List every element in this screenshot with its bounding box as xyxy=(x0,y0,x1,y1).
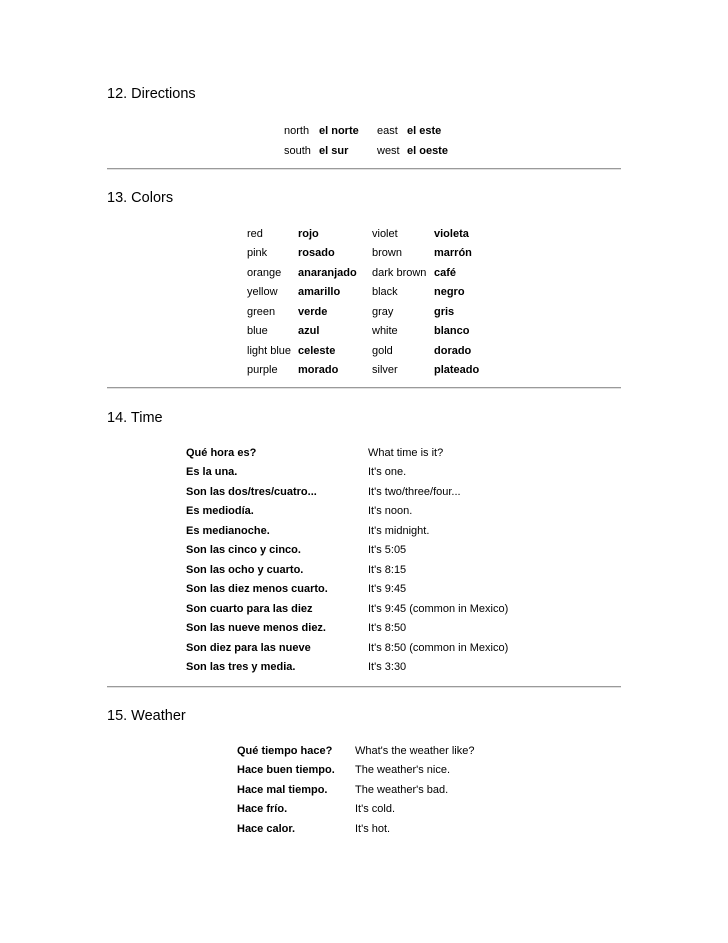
colors-row xyxy=(247,322,494,342)
english-translation: It's hot. xyxy=(355,822,391,835)
section-title-weather: 15. Weather xyxy=(107,708,186,724)
english-term: green xyxy=(247,305,276,318)
english-translation: It's 9:45 (common in Mexico) xyxy=(368,602,509,615)
spanish-term: amarillo xyxy=(298,286,341,299)
spanish-term: rojo xyxy=(298,227,319,240)
colors-row xyxy=(247,224,494,244)
english-translation: It's 8:50 xyxy=(368,622,407,635)
english-translation: It's 8:15 xyxy=(368,563,407,576)
english-term: yellow xyxy=(247,286,278,299)
time-row xyxy=(186,580,528,600)
spanish-term: dorado xyxy=(434,344,472,357)
english-term: black xyxy=(372,286,398,299)
weather-row xyxy=(237,819,505,839)
directions-row xyxy=(281,141,467,161)
spanish-term: plateado xyxy=(434,364,480,377)
english-translation: It's 3:30 xyxy=(368,661,407,674)
time-row xyxy=(186,599,528,619)
time-table xyxy=(186,443,528,677)
spanish-term: marrón xyxy=(434,247,472,260)
colors-table xyxy=(247,224,494,380)
spanish-phrase: Son las cinco y cinco. xyxy=(186,544,301,557)
spanish-term: rosado xyxy=(298,247,335,260)
spanish-phrase: Hace frío. xyxy=(237,803,288,816)
directions-row xyxy=(281,121,467,141)
time-row xyxy=(186,502,528,522)
english-term: white xyxy=(372,325,398,338)
section-title-colors: 13. Colors xyxy=(107,190,174,206)
spanish-term: azul xyxy=(298,325,320,338)
time-row xyxy=(186,443,528,463)
spanish-term: verde xyxy=(298,305,328,318)
english-term: light blue xyxy=(247,344,292,357)
spanish-phrase: Hace mal tiempo. xyxy=(237,783,328,796)
spanish-term: morado xyxy=(298,364,339,377)
time-row xyxy=(186,521,528,541)
english-term: purple xyxy=(247,364,278,377)
spanish-term: el norte xyxy=(319,125,359,137)
weather-table xyxy=(237,741,505,839)
english-term: silver xyxy=(372,364,398,377)
section-divider xyxy=(107,387,621,389)
english-term: pink xyxy=(247,247,268,260)
spanish-phrase: Son las dos/tres/cuatro... xyxy=(186,485,317,498)
english-term: violet xyxy=(372,227,398,240)
colors-row xyxy=(247,244,494,264)
spanish-phrase: Son las diez menos cuarto. xyxy=(186,583,328,596)
spanish-phrase: Son las ocho y cuarto. xyxy=(186,563,304,576)
section-divider xyxy=(107,168,621,170)
spanish-term: violeta xyxy=(434,227,469,240)
spanish-phrase: Qué tiempo hace? xyxy=(237,744,333,757)
english-translation: It's 8:50 (common in Mexico) xyxy=(368,641,509,654)
spanish-phrase: Qué hora es? xyxy=(186,446,257,459)
english-translation: It's noon. xyxy=(368,505,413,518)
english-translation: It's one. xyxy=(368,466,407,479)
spanish-term: blanco xyxy=(434,325,470,338)
spanish-term: el oeste xyxy=(407,145,448,157)
time-row xyxy=(186,541,528,561)
weather-row xyxy=(237,761,505,781)
english-term: gray xyxy=(372,305,394,318)
english-translation: It's cold. xyxy=(355,803,396,816)
english-translation: The weather's nice. xyxy=(355,764,451,777)
time-row xyxy=(186,482,528,502)
spanish-phrase: Son las tres y media. xyxy=(186,661,296,674)
spanish-phrase: Son las nueve menos diez. xyxy=(186,622,326,635)
english-translation: What time is it? xyxy=(368,446,444,459)
spanish-term: anaranjado xyxy=(298,266,357,279)
section-divider xyxy=(107,686,621,688)
spanish-term: el sur xyxy=(319,145,349,157)
english-term: north xyxy=(284,125,310,137)
english-term: orange xyxy=(247,266,282,279)
english-term: east xyxy=(377,125,398,137)
english-translation: The weather's bad. xyxy=(355,783,449,796)
english-term: blue xyxy=(247,325,268,338)
time-row xyxy=(186,463,528,483)
colors-row xyxy=(247,263,494,283)
colors-row xyxy=(247,302,494,322)
spanish-term: negro xyxy=(434,286,465,299)
spanish-term: el este xyxy=(407,125,442,137)
spanish-phrase: Es la una. xyxy=(186,466,238,479)
spanish-phrase: Son diez para las nueve xyxy=(186,641,311,654)
english-translation: It's 9:45 xyxy=(368,583,407,596)
section-title-time: 14. Time xyxy=(107,410,163,426)
directions-table xyxy=(281,121,467,161)
english-term: dark brown xyxy=(372,266,427,279)
weather-row xyxy=(237,741,505,761)
english-translation: It's 5:05 xyxy=(368,544,407,557)
colors-row xyxy=(247,361,494,381)
spanish-term: celeste xyxy=(298,344,336,357)
weather-row xyxy=(237,780,505,800)
english-translation: What's the weather like? xyxy=(355,744,475,757)
time-row xyxy=(186,658,528,678)
english-translation: It's two/three/four... xyxy=(368,485,461,498)
spanish-term: gris xyxy=(434,305,455,318)
spanish-term: café xyxy=(434,266,457,279)
english-term: brown xyxy=(372,247,402,260)
english-term: south xyxy=(284,145,311,157)
spanish-phrase: Hace calor. xyxy=(237,822,296,835)
time-row xyxy=(186,638,528,658)
time-row xyxy=(186,560,528,580)
colors-row xyxy=(247,283,494,303)
time-row xyxy=(186,619,528,639)
english-translation: It's midnight. xyxy=(368,524,430,537)
weather-row xyxy=(237,800,505,820)
english-term: gold xyxy=(372,344,393,357)
spanish-phrase: Hace buen tiempo. xyxy=(237,764,335,777)
colors-row xyxy=(247,341,494,361)
spanish-phrase: Es mediodía. xyxy=(186,505,254,518)
spanish-phrase: Es medianoche. xyxy=(186,524,270,537)
section-title-directions: 12. Directions xyxy=(107,86,196,102)
english-term: west xyxy=(377,145,400,157)
english-term: red xyxy=(247,227,263,240)
spanish-phrase: Son cuarto para las diez xyxy=(186,602,313,615)
